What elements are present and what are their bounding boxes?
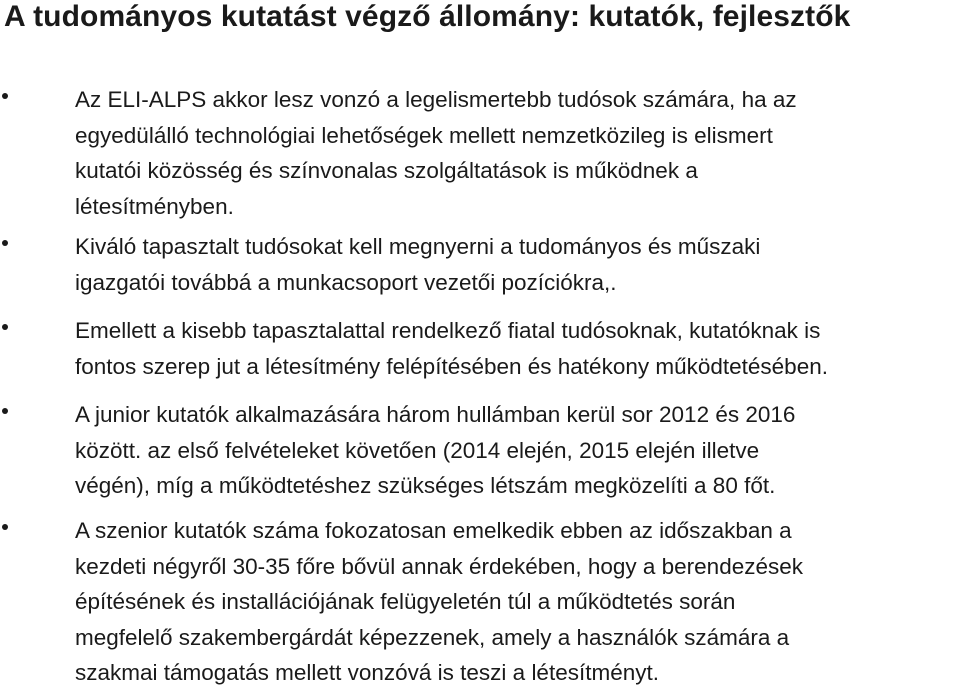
text-line: szakmai támogatás mellett vonzóvá is teszi a létesítményt. [75,660,659,685]
text-line: egyedülálló technológiai lehetőségek mellett nemzetközileg is elismert [75,122,773,148]
text-line: fontos szerep jut a létesítmény felépítésében és hatékony működtetésében. [75,353,828,379]
text-line: megfelelő szakembergárdát képezzenek, amely a használók számára a [75,624,790,650]
bullet-text [75,513,960,691]
bullet-dot-icon [2,93,8,99]
text-line: építésének és installációjának felügyeletén túl a működtetés során [75,589,736,614]
text-line: Emellett a kisebb tapasztalattal rendelkező fiatal tudósoknak, kutatóknak is [75,318,821,343]
text-line: Az ELI-ALPS akkor lesz vonzó a legelismertebb tudósok számára, ha az [75,87,797,112]
text-line: létesítményben. [75,193,234,219]
bullet-text [75,313,960,384]
text-line: kutatói közösség és színvonalas szolgáltatások is működnek a [75,158,698,183]
bullet-text [75,229,960,300]
bullet-dot-icon [2,240,8,246]
bullet-dot-icon [2,324,8,330]
text-line: között. az első felvételeket követően (2014 elején, 2015 elején illetve [75,437,760,463]
bullet-dot-icon [2,524,8,530]
bullet-text [75,397,960,504]
slide-title: A tudományos kutatást végző állomány: kutatók, fejlesztők [4,0,851,33]
text-line: kezdeti négyről 30-35 főre bővül annak érdekében, hogy a berendezések [75,553,803,579]
text-line: Kiváló tapasztalt tudósokat kell megnyerni a tudományos és műszaki [75,234,761,259]
bullet-text [75,82,960,224]
bullet-dot-icon [2,408,8,414]
text-line: A junior kutatók alkalmazására három hullámban kerül sor 2012 és 2016 [75,402,796,427]
text-line: igazgatói továbbá a munkacsoport vezetői pozíciókra,. [75,269,617,295]
text-line: A szenior kutatók száma fokozatosan emelkedik ebben az időszakban a [75,518,792,543]
text-line: végén), míg a működtetéshez szükséges létszám megközelíti a 80 főt. [75,473,776,498]
